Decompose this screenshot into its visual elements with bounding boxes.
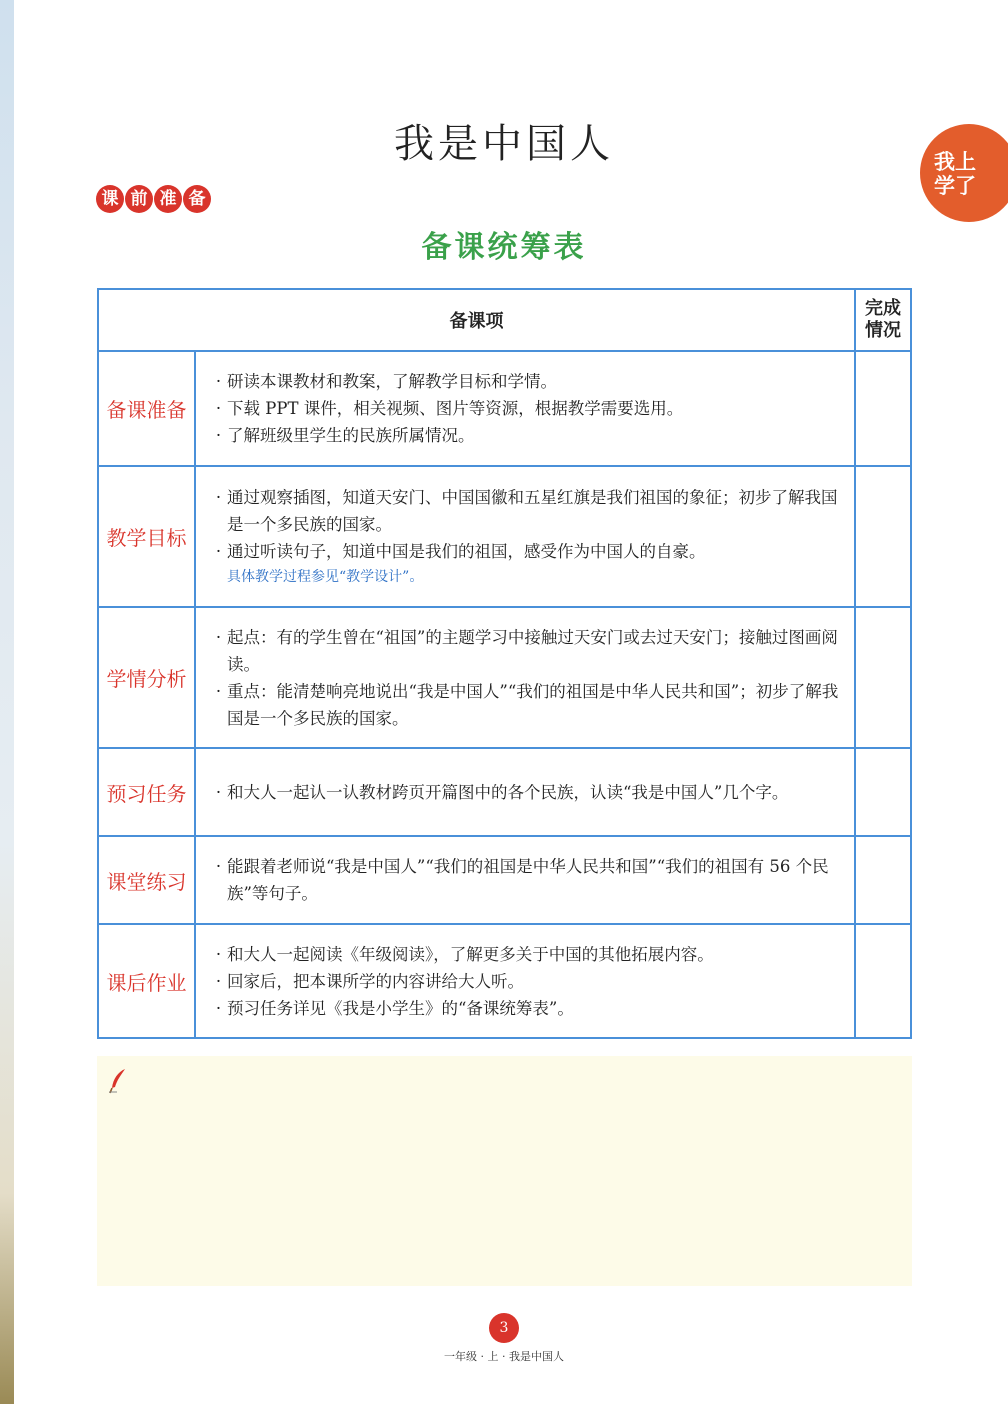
row-item: · 回家后，把本课所学的内容讲给大人听。 — [210, 968, 844, 995]
row-item: · 研读本课教材和教案，了解教学目标和学情。 — [210, 368, 844, 395]
row-category: 备课准备 — [98, 351, 195, 466]
header-done: 完成情况 — [855, 289, 911, 351]
header-item: 备课项 — [98, 289, 855, 351]
row-content — [195, 607, 855, 748]
row-item: · 能跟着老师说“我是中国人”“我们的祖国是中华人民共和国”“我们的祖国有 56 个民族”等句子。 — [210, 853, 844, 907]
row-category: 课堂练习 — [98, 836, 195, 924]
table-row — [98, 466, 911, 607]
table-row — [98, 836, 911, 924]
row-item: · 通过观察插图，知道天安门、中国国徽和五星红旗是我们祖国的象征；初步了解我国是一个多民族的国家。 — [210, 484, 844, 538]
section-tag-char: 课 — [96, 185, 124, 213]
page-edge-strip — [0, 0, 14, 1404]
row-item: · 了解班级里学生的民族所属情况。 — [210, 422, 844, 449]
table-header-row — [98, 289, 911, 351]
completion-cell[interactable] — [855, 351, 911, 466]
completion-cell[interactable] — [855, 748, 911, 836]
section-tag-char: 前 — [125, 185, 153, 213]
row-content — [195, 836, 855, 924]
corner-badge-label: 我上学了 — [934, 150, 976, 198]
row-item: · 下载 PPT 课件，相关视频、图片等资源，根据教学需要选用。 — [210, 395, 844, 422]
completion-cell[interactable] — [855, 466, 911, 607]
completion-cell[interactable] — [855, 836, 911, 924]
row-item: · 通过听读句子，知道中国是我们的祖国，感受作为中国人的自豪。 — [210, 538, 844, 565]
quill-icon — [107, 1068, 129, 1098]
row-category: 教学目标 — [98, 466, 195, 607]
row-item: · 和大人一起认一认教材跨页开篇图中的各个民族，认读“我是中国人”几个字。 — [210, 779, 844, 806]
table-row — [98, 607, 911, 748]
corner-badge — [920, 124, 1008, 222]
table-row — [98, 748, 911, 836]
row-content — [195, 748, 855, 836]
row-content — [195, 466, 855, 607]
row-item: · 和大人一起阅读《年级阅读》，了解更多关于中国的其他拓展内容。 — [210, 941, 844, 968]
section-tag — [96, 185, 211, 213]
page-number: 3 — [489, 1313, 519, 1343]
row-item: · 重点：能清楚响亮地说出“我是中国人”“我们的祖国是中华人民共和国”；初步了解我国是一个多民族的国家。 — [210, 678, 844, 732]
table-row — [98, 351, 911, 466]
row-item: · 起点：有的学生曾在“祖国”的主题学习中接触过天安门或去过天安门；接触过图画阅读。 — [210, 624, 844, 678]
section-tag-char: 准 — [154, 185, 182, 213]
footer-text: 一年级 · 上 · 我是中国人 — [444, 1350, 564, 1363]
row-category: 学情分析 — [98, 607, 195, 748]
teaching-design-note: 具体教学过程参见“教学设计”。 — [227, 569, 424, 585]
completion-cell[interactable] — [855, 607, 911, 748]
lesson-plan-table — [97, 288, 912, 1039]
notes-area[interactable] — [97, 1056, 912, 1286]
row-content — [195, 351, 855, 466]
row-category: 预习任务 — [98, 748, 195, 836]
table-row — [98, 924, 911, 1038]
completion-cell[interactable] — [855, 924, 911, 1038]
table-title: 备课统筹表 — [421, 230, 587, 265]
lesson-title: 我是中国人 — [394, 121, 614, 167]
row-category: 课后作业 — [98, 924, 195, 1038]
row-item: · 预习任务详见《我是小学生》的“备课统筹表”。 — [210, 995, 844, 1022]
section-tag-char: 备 — [183, 185, 211, 213]
row-content — [195, 924, 855, 1038]
